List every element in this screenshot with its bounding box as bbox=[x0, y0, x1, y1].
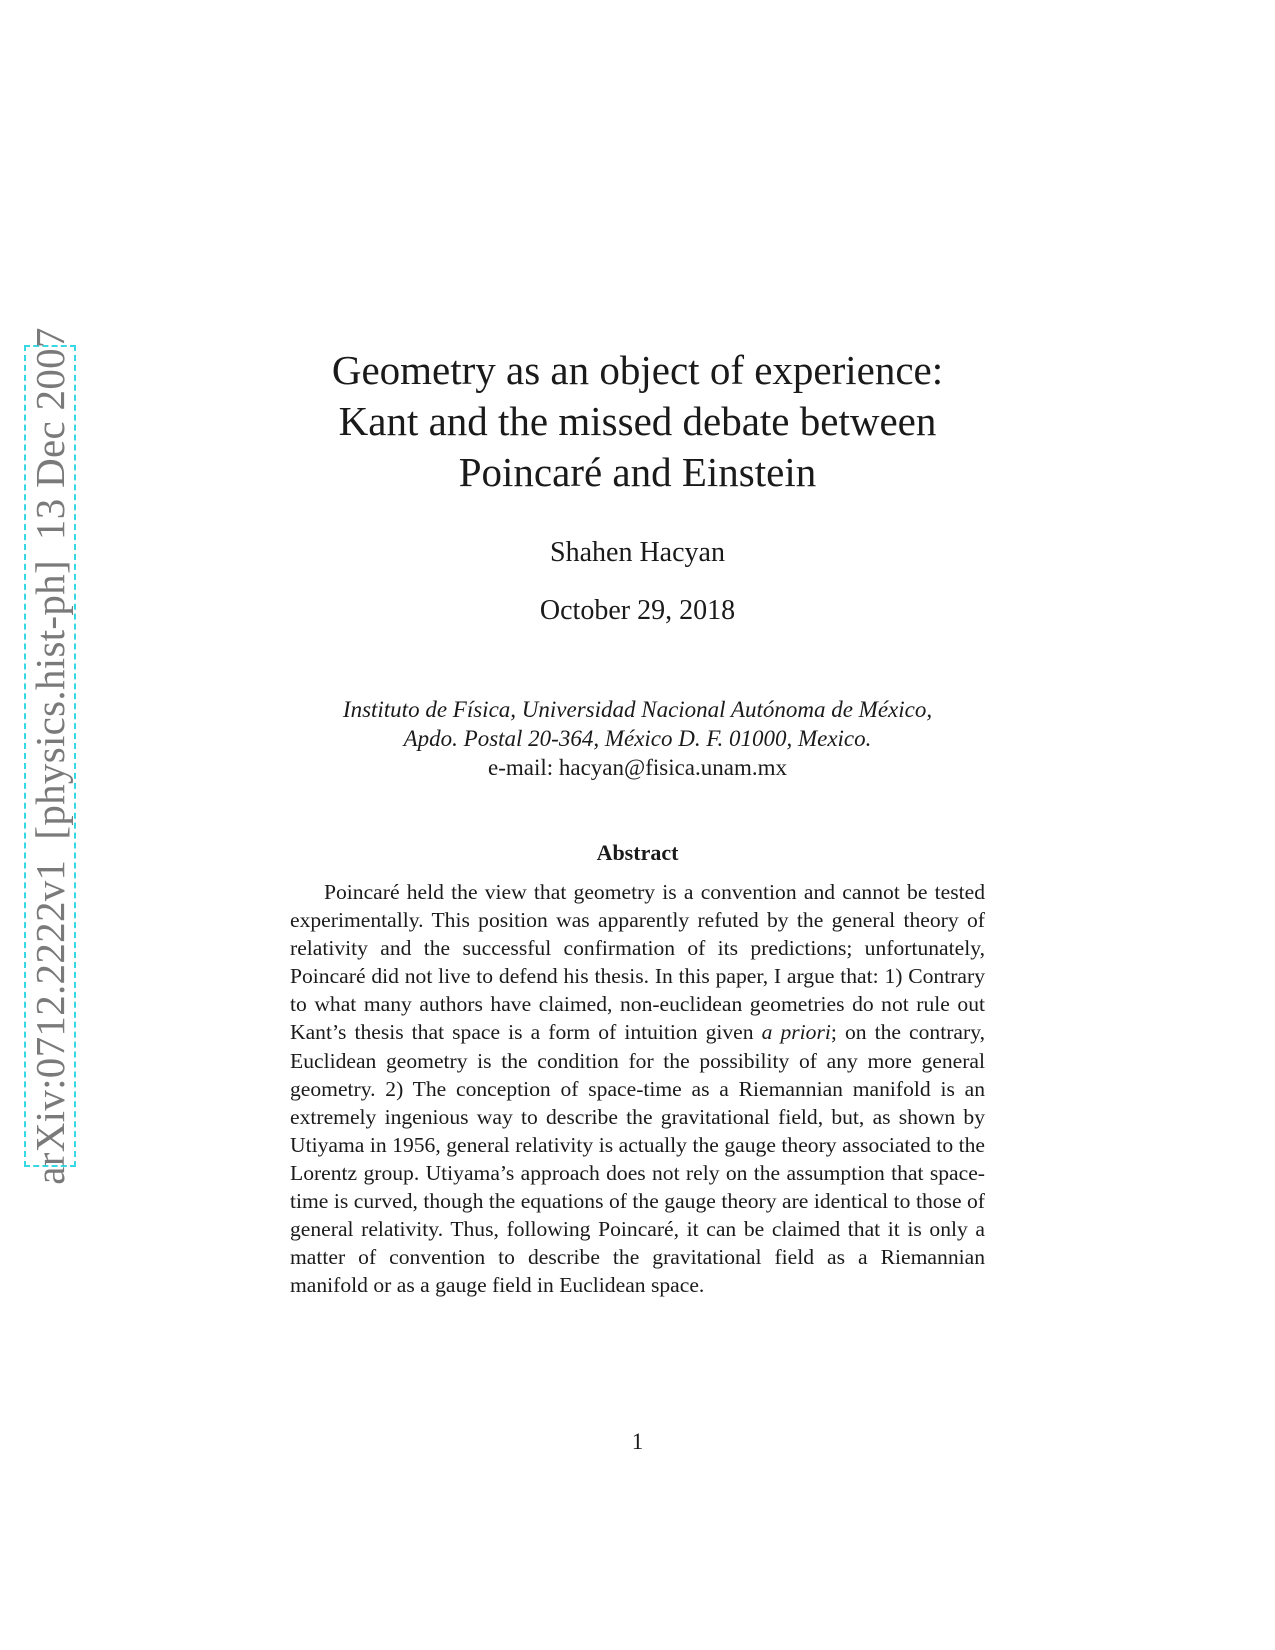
affiliation-block bbox=[200, 695, 1075, 782]
affiliation-address: Apdo. Postal 20-364, México D. F. 01000, Mexico. bbox=[403, 726, 872, 751]
arxiv-id: arXiv:0712.2222v1 bbox=[27, 859, 73, 1185]
arxiv-stamp bbox=[24, 327, 76, 1185]
abstract-text-part-2: ; on the contrary, Euclidean geometry is the condition for the possibility of any more general geometry. 2) The conception of space-time as a Riemannian manifold is an extremely ingenious way to describe the gravitational field, but, as shown by Utiyama in 1956, general relativity is actually the gauge theory associated to the Lorentz group. Utiyama’s approach does not rely on the assumption that space-time is curved, though the equations of the gauge theory are identical to those of general relativity. Thus, following Poincaré, it can be claimed that it is only a matter of convention to describe the gravitational field as a Riemannian manifold or as a gauge field in Euclidean space. bbox=[290, 1020, 985, 1298]
abstract-body bbox=[290, 878, 985, 1299]
affiliation-email: e-mail: hacyan@fisica.unam.mx bbox=[488, 755, 787, 780]
page-number: 1 bbox=[631, 1429, 644, 1454]
author-name: Shahen Hacyan bbox=[550, 537, 725, 568]
abstract-text-part-1: Poincaré held the view that geometry is a convention and cannot be tested experimentally. This position was apparently refuted by the general theory of relativity and the successful confirmation of its predictions; unfortunately, Poincaré did not live to defend his thesis. In this paper, I argue that: 1) Contrary to what many authors have claimed, non-euclidean geometries do not rule out Kant’s thesis that space is a form of intuition given bbox=[290, 880, 985, 1045]
abstract-italic-phrase: a priori bbox=[761, 1020, 831, 1045]
arxiv-stamp-text bbox=[26, 317, 74, 1194]
title-line-1: Geometry as an object of experience: bbox=[331, 347, 944, 393]
paper-title bbox=[200, 345, 1075, 498]
arxiv-date: 13 Dec 2007 bbox=[27, 327, 73, 541]
title-line-2: Kant and the missed debate between bbox=[338, 398, 937, 444]
paper-date: October 29, 2018 bbox=[539, 595, 736, 626]
arxiv-category: [physics.hist-ph] bbox=[27, 560, 73, 840]
title-line-3: Poincaré and Einstein bbox=[458, 449, 817, 495]
affiliation-institution: Instituto de Física, Universidad Nacional Autónoma de México, bbox=[342, 697, 933, 722]
abstract-heading: Abstract bbox=[596, 840, 679, 865]
